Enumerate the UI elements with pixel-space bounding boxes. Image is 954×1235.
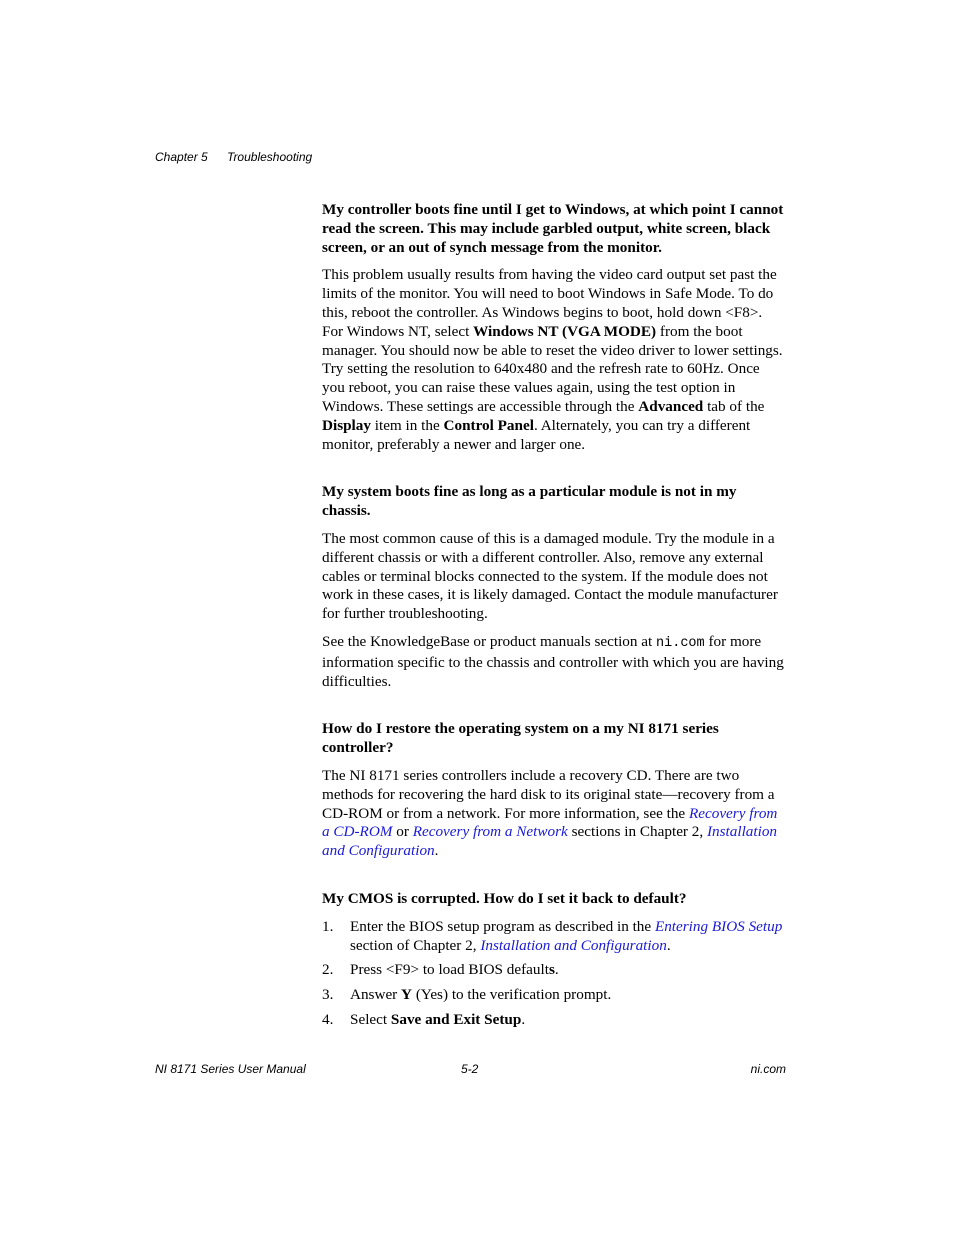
running-header [155,150,312,164]
list-item: 1. Enter the BIOS setup program as described in the Entering BIOS Setup section of Chapter 2, Installation and Configuration. [322,917,783,954]
paragraph: This problem usually results from having the video card output set past the limits of the monitor. You will need to boot Windows in Safe Mode. To do this, reboot the controller. As Windows begins to boot, hold down <F8>. For Windows NT, select Windows NT (VGA MODE) from the boot manager. You should now be able to reset the video driver to lower settings. Try setting the resolution to 640x480 and the refresh rate to 60Hz. Once you reboot, you can raise these values again, using the test option in Windows. These settings are accessible through the Advanced tab of the Display item in the Control Panel. Alternately, you can try a different monitor, preferably a newer and larger one. [322,266,783,453]
link-installation-configuration[interactable]: Installation and Configuration [480,936,667,954]
paragraph: The most common cause of this is a damaged module. Try the module in a different chassis or with a different controller. Also, remove any external cables or terminal blocks connected to the system. If the module does not work in these cases, it is likely damaged. Contact the module manufacturer for further troubleshooting. [322,529,778,623]
footer-page-number: 5-2 [461,1062,479,1076]
paragraph: The NI 8171 series controllers include a recovery CD. There are two methods for recovering the hard disk to its original state—recovery from a CD-ROM or from a network. For more information, see the Recovery from a CD-ROM or Recovery from a Network sections in Chapter 2, Installation and Configuration. [322,766,778,860]
link-recovery-cdrom[interactable]: Recovery from a CD-ROM [322,804,778,841]
link-recovery-network[interactable]: Recovery from a Network [412,823,568,841]
link-entering-bios-setup[interactable]: Entering BIOS Setup [654,917,783,935]
question-heading: My system boots fine as long as a particular module is not in my chassis. [322,483,737,520]
paragraph: See the KnowledgeBase or product manuals section at ni.com for more information specific to the chassis and controller with which you are having difficulties. [322,632,784,690]
question-heading: How do I restore the operating system on a my NI 8171 series controller? [322,720,719,757]
question-heading: My controller boots fine until I get to Windows, at which point I cannot read the screen. This may include garbled output, white screen, black screen, or an out of synch message from the monitor. [322,201,784,256]
list-item: 3. Answer Y (Yes) to the verification prompt. [322,986,612,1004]
page-body [322,201,784,1036]
steps-list [322,918,784,1030]
question-heading: My CMOS is corrupted. How do I set it back to default? [322,889,687,907]
chapter-title: Troubleshooting [227,150,313,164]
link-installation-configuration[interactable]: Installation and Configuration [322,823,778,860]
list-item: 2. Press <F9> to load BIOS defaults. [322,961,559,979]
footer-manual-title: NI 8171 Series User Manual [155,1062,306,1076]
chapter-label: Chapter 5 [155,150,208,164]
footer-site: ni.com [750,1062,786,1076]
list-item: 4. Select Save and Exit Setup. [322,1010,526,1028]
code-url: ni.com [656,635,705,651]
